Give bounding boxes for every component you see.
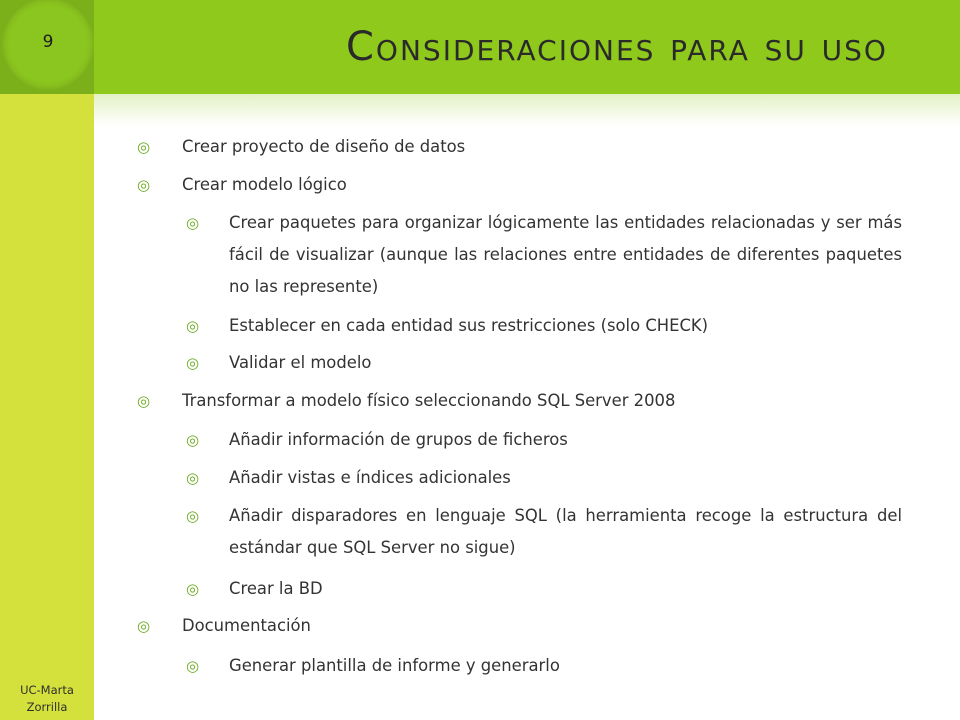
footer-line-1: UC-Marta xyxy=(20,683,74,697)
circle-target-icon: ◎ xyxy=(186,214,200,232)
circle-target-icon: ◎ xyxy=(186,317,200,335)
sub-bullet-item xyxy=(186,650,902,682)
footer-author xyxy=(0,682,94,716)
circle-target-icon: ◎ xyxy=(137,176,151,194)
sub-bullet-text: Añadir vistas e índices adicionales xyxy=(229,468,511,487)
sub-bullet-text: Establecer en cada entidad sus restricciones (solo CHECK) xyxy=(229,316,709,335)
sub-bullet-item xyxy=(186,462,902,494)
circle-target-icon: ◎ xyxy=(186,580,200,598)
bullet-text: Transformar a modelo físico seleccionando SQL Server 2008 xyxy=(182,391,676,410)
sub-bullet-item xyxy=(186,500,902,564)
sub-bullet-item xyxy=(186,207,902,303)
slide-number: 9 xyxy=(42,32,54,52)
sub-bullet-text: Añadir información de grupos de ficheros xyxy=(229,430,568,449)
circle-target-icon: ◎ xyxy=(137,392,151,410)
circle-target-icon: ◎ xyxy=(137,617,151,635)
circle-target-icon: ◎ xyxy=(186,507,200,525)
sub-bullet-text: Generar plantilla de informe y generarlo xyxy=(229,656,560,675)
circle-target-icon: ◎ xyxy=(186,657,200,675)
bullet-text: Documentación xyxy=(182,616,311,635)
sub-bullet-item xyxy=(186,573,902,605)
bullet-text: Crear proyecto de diseño de datos xyxy=(182,137,466,156)
circle-target-icon: ◎ xyxy=(186,354,200,372)
sub-bullet-item xyxy=(186,347,902,379)
sub-bullet-text: Crear la BD xyxy=(229,579,323,598)
footer-line-2: Zorrilla xyxy=(26,700,68,714)
sub-bullet-item xyxy=(186,424,902,456)
slide-title: Consideraciones para su uso xyxy=(346,24,888,70)
circle-target-icon: ◎ xyxy=(186,469,200,487)
circle-target-icon: ◎ xyxy=(137,138,151,156)
circle-target-icon: ◎ xyxy=(186,431,200,449)
sub-bullet-text: Crear paquetes para organizar lógicamente las entidades relacionadas y ser más fácil de visualizar (aunque las relaciones entre entidades de diferentes paquetes no las represente) xyxy=(229,213,902,296)
sub-bullet-text: Añadir disparadores en lenguaje SQL (la herramienta recoge la estructura del estándar que SQL Server no sigue) xyxy=(229,506,902,557)
bullet-text: Crear modelo lógico xyxy=(182,175,347,194)
sub-bullet-item xyxy=(186,310,902,342)
sub-bullet-text: Validar el modelo xyxy=(229,353,372,372)
